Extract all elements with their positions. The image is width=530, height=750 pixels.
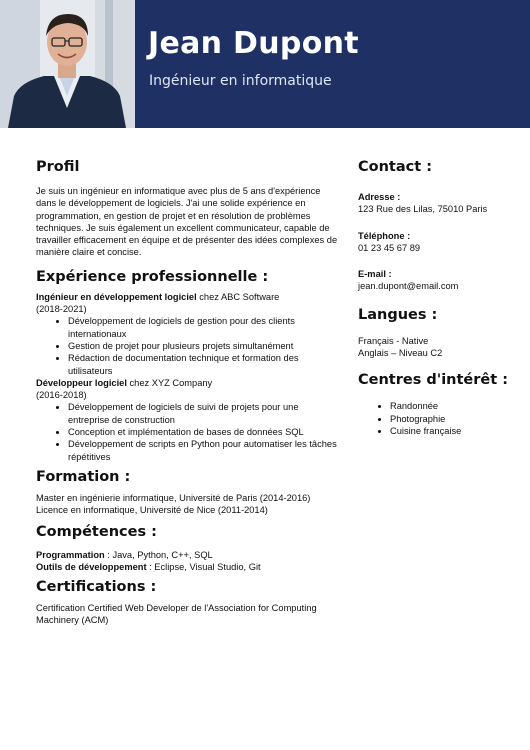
job-task: • Développement de logiciels de suivi de projets pour une entreprise de construction	[68, 401, 342, 426]
address-value: 123 Rue des Lilas, 75010 Paris	[358, 204, 488, 215]
email-label: E-mail :	[358, 269, 392, 280]
skills-heading: Compétences :	[36, 523, 157, 540]
phone-label: Téléphone :	[358, 230, 411, 241]
language-item: Anglais – Niveau C2	[358, 348, 443, 359]
phone-block	[358, 230, 508, 255]
header-banner	[0, 0, 530, 128]
skill-value: : Java, Python, C++, SQL	[104, 549, 213, 560]
interest-item: • Photographie	[390, 413, 508, 425]
candidate-name: Jean Dupont	[148, 26, 359, 61]
interest-item: • Cuisine française	[390, 425, 508, 437]
skill-label: Programmation	[36, 549, 105, 560]
job-task: • Rédaction de documentation technique et formation des utilisateurs	[68, 352, 342, 377]
job-company: chez XYZ Company	[126, 377, 213, 388]
job-title-line	[36, 291, 342, 303]
profile-text: Je suis un ingénieur en informatique avec plus de 5 ans d'expérience dans le développement de logiciels. J'ai une solide expérience en programmation, en gestion de projet et en résolution de problèmes techniques. Je suis également un excellent communicateur, capable de travailler efficacement en équipe et de présenter des idées complexes de manière claire et concise.	[36, 186, 338, 258]
job-role: Ingénieur en développement logiciel	[36, 291, 197, 302]
job-dates: (2018-2021)	[36, 304, 87, 315]
skill-value: : Eclipse, Visual Studio, Git	[146, 561, 261, 572]
job-company: chez ABC Software	[196, 291, 280, 302]
language-item: Français - Native	[358, 335, 429, 346]
side-column	[358, 159, 508, 437]
skill-item	[36, 549, 342, 561]
profile-heading: Profil	[36, 159, 80, 175]
certifications-heading: Certifications :	[36, 579, 157, 596]
skill-item	[36, 561, 342, 573]
languages-heading: Langues :	[358, 306, 438, 323]
interests-heading: Centres d'intérêt :	[358, 372, 509, 389]
job-title-line	[36, 377, 342, 389]
email-value: jean.dupont@email.com	[358, 281, 459, 292]
job-entry-2	[36, 377, 342, 463]
job-tasks	[36, 401, 342, 462]
job-task: • Développement de scripts en Python pour automatiser les tâches répétitives	[68, 438, 342, 463]
email-block	[358, 268, 508, 293]
phone-value: 01 23 45 67 89	[358, 242, 421, 253]
interests-list	[358, 400, 508, 437]
job-dates: (2016-2018)	[36, 390, 87, 401]
job-entry-1	[36, 291, 342, 377]
profile-photo	[0, 0, 135, 128]
job-task: • Gestion de projet pour plusieurs projets simultanément	[68, 340, 342, 352]
education-item: Licence en informatique, Université de Nice (2011-2014)	[36, 505, 268, 516]
contact-heading: Contact :	[358, 159, 433, 175]
interest-item: • Randonnée	[390, 400, 508, 412]
experience-heading: Expérience professionnelle :	[36, 268, 269, 285]
candidate-title: Ingénieur en informatique	[149, 73, 332, 89]
job-task: • Conception et implémentation de bases de données SQL	[68, 426, 342, 438]
certification-text: Certification Certified Web Developer de l'Association for Computing Machinery (ACM)	[36, 603, 317, 626]
address-label: Adresse :	[358, 192, 401, 202]
job-tasks	[36, 315, 342, 376]
education-item: Master en ingénierie informatique, Université de Paris (2014-2016)	[36, 492, 311, 503]
education-heading: Formation :	[36, 468, 131, 485]
job-task: • Développement de logiciels de gestion pour des clients internationaux	[68, 315, 342, 340]
profile-photo-image	[0, 0, 135, 128]
address-block	[358, 191, 508, 216]
main-column	[36, 159, 342, 627]
job-role: Développeur logiciel	[36, 377, 127, 388]
skill-label: Outils de développement	[36, 561, 147, 572]
